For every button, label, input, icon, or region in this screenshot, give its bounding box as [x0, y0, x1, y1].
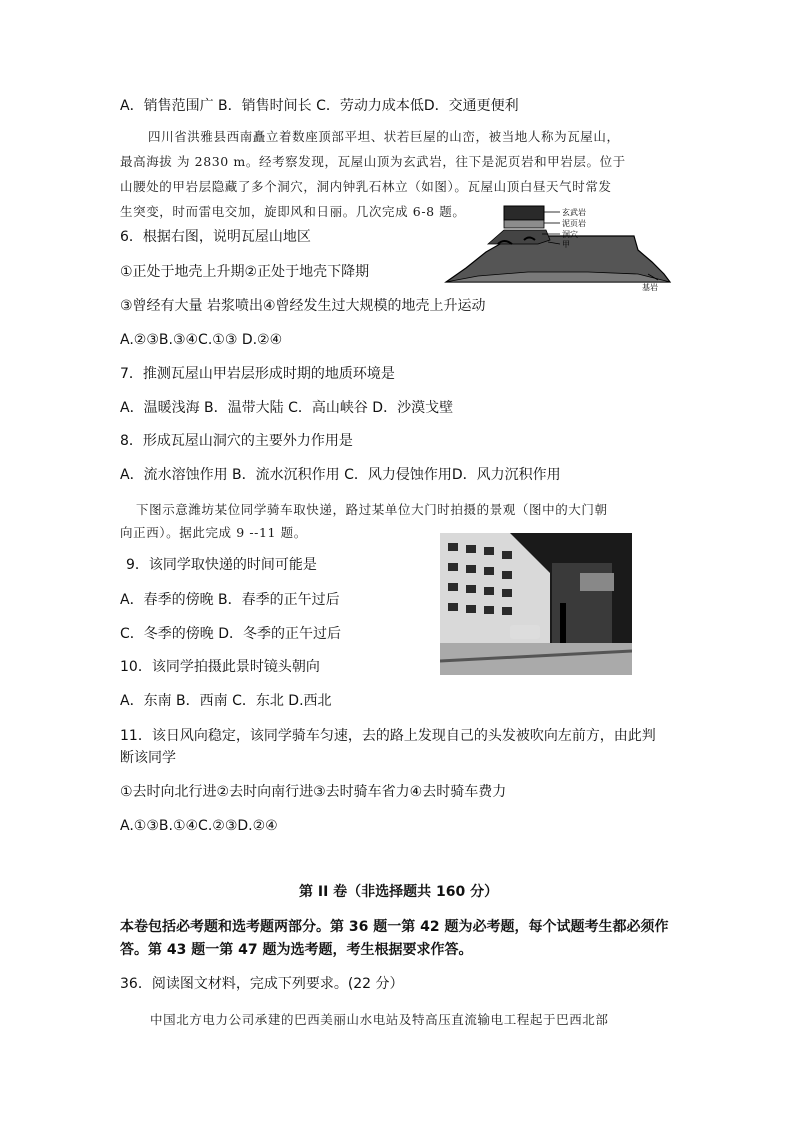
- basalt-label: 玄武岩: [562, 208, 586, 217]
- q5-options: A．销售范围广 B．销售时间长 C．劳动力成本低D．交通更便利: [120, 98, 519, 114]
- passage-weifang-line-2: 向正西）。据此完成 9 --11 题。: [120, 525, 307, 540]
- jia-label: 甲: [562, 240, 570, 249]
- shale-layer: [504, 220, 544, 228]
- passage-waushan-line-1: 四川省洪雅县西南矗立着数座顶部平坦、状若巨屋的山峦，被当地人称为瓦屋山，: [148, 129, 620, 144]
- passage-waushan-line-4: 生突变，时而雷电交加，旋即风和日丽。几次完成 6-8 题。: [120, 204, 466, 219]
- q9-options-cd: C．冬季的傍晚 D．冬季的正午过后: [120, 626, 342, 642]
- q36-passage-line-1: 中国北方电力公司承建的巴西美丽山水电站及特高压直流输电工程起于巴西北部: [150, 1012, 609, 1027]
- q8-options: A．流水溶蚀作用 B．流水沉积作用 C．风力侵蚀作用D．风力沉积作用: [120, 467, 561, 483]
- passage-waushan-line-2: 最高海拔 为 2830 m。经考察发现，瓦屋山顶为玄武岩，往下是泥页岩和甲岩层。位于: [120, 154, 626, 169]
- bedrock-label: 基岩: [642, 283, 658, 292]
- basalt-layer: [504, 206, 544, 220]
- part2-instructions-line-1: 本卷包括必考题和选考题两部分。第 36 题一第 42 题为必考题，每个试题考生都必须作: [120, 919, 669, 935]
- q7-options: A．温暖浅海 B．温带大陆 C．高山峡谷 D．沙漠戈壁: [120, 400, 454, 416]
- q10-options: A．东南 B．西南 C．东北 D.西北: [120, 693, 332, 709]
- q36-stem: 36．阅读图文材料，完成下列要求。(22 分）: [120, 976, 404, 992]
- q8-stem: 8．形成瓦屋山洞穴的主要外力作用是: [120, 433, 353, 449]
- figure1-caption: 瓦屋山地质构造: [498, 284, 554, 293]
- q11-stem-line-1: 11．该日风向稳定，该同学骑车匀速，去的路上发现自己的头发被吹向左前方，由此判: [120, 728, 656, 744]
- cave-label: 洞穴: [562, 230, 578, 239]
- waushan-geology-figure: [438, 200, 678, 296]
- q6-statements-2: ③曾经有大量 岩浆喷出④曾经发生过大规模的地壳上升运动: [120, 298, 486, 314]
- part2-instructions-line-2: 答。第 43 题一第 47 题为选考题，考生根据要求作答。: [120, 942, 473, 958]
- q6-statements-1: ①正处于地壳上升期②正处于地壳下降期: [120, 264, 370, 280]
- passage-weifang-line-1: 下图示意潍坊某位同学骑车取快递，路过某单位大门时拍摄的景观（图中的大门朝: [136, 502, 608, 517]
- shale-label: 泥页岩: [562, 219, 586, 228]
- q11-stem-line-2: 断该同学: [120, 750, 176, 766]
- passage-waushan-line-3: 山腰处的甲岩层隐藏了多个洞穴，洞内钟乳石林立（如图）。瓦屋山顶白昼天气时常发: [120, 179, 612, 194]
- part2-title: 第 II 卷（非选择题共 160 分）: [299, 884, 499, 900]
- q9-stem: 9．该同学取快递的时间可能是: [126, 557, 317, 573]
- q6-options: A.②③B.③④C.①③ D.②④: [120, 332, 283, 348]
- q10-stem: 10．该同学拍摄此景时镜头朝向: [120, 659, 320, 675]
- q11-options: A.①③B.①④C.②③D.②④: [120, 818, 278, 834]
- q9-options-ab: A．春季的傍晚 B．春季的正午过后: [120, 592, 340, 608]
- q6-stem: 6．根据右图，说明瓦屋山地区: [120, 229, 311, 245]
- gate-photo: [440, 533, 632, 675]
- q7-stem: 7．推测瓦屋山甲岩层形成时期的地质环境是: [120, 366, 395, 382]
- jia-layer: [488, 230, 550, 244]
- q11-statements: ①去时向北行进②去时向南行进③去时骑车省力④去时骑车费力: [120, 784, 507, 800]
